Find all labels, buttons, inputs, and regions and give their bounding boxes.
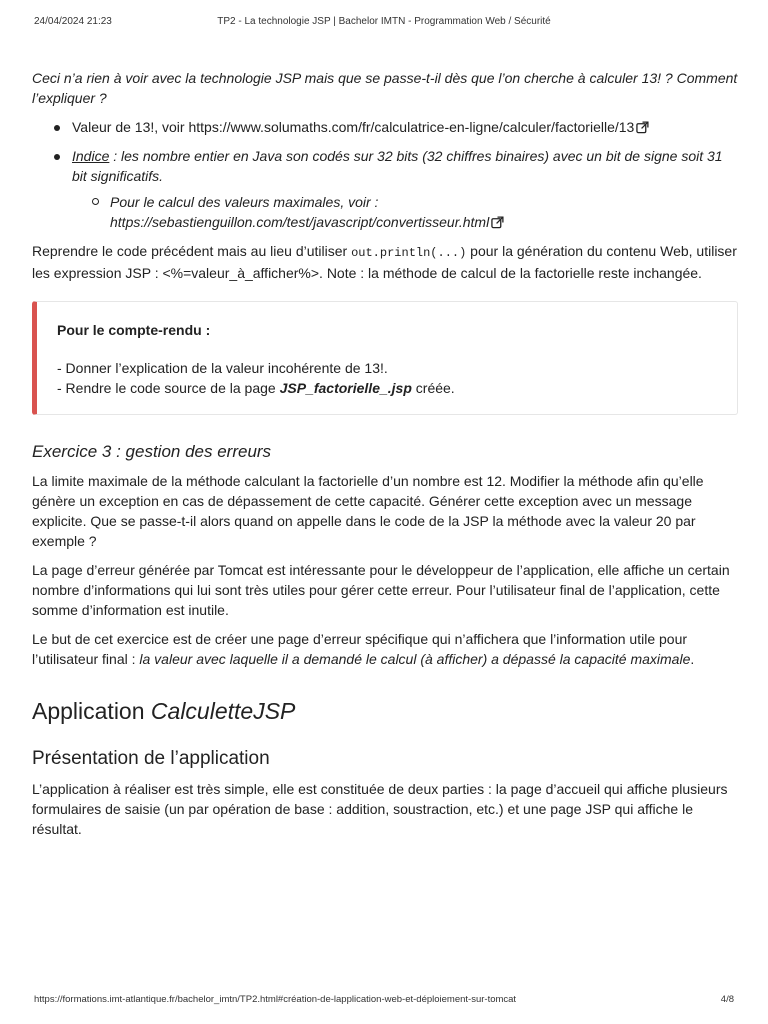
- external-link-icon[interactable]: [491, 216, 504, 229]
- solumaths-link[interactable]: Valeur de 13!, voir https://www.solumaths.com/fr/calculatrice-en-ligne/calculer/factorielle/13: [72, 119, 635, 135]
- presentation-heading: Présentation de l’application: [32, 748, 270, 769]
- list-item: [32, 117, 738, 137]
- paragraph: L’application à réaliser est très simple, elle est constituée de deux parties : la page d’accueil qui affiche plusieurs formulaires de saisie (un par opération de base : addition, soustraction, etc.) et une page JSP qui affiche le résultat.: [32, 781, 728, 837]
- paragraph: Le but de cet exercice est de créer une page d’erreur spécifique qui n’affichera que l’information utile pour l’utilisateur final : la valeur avec laquelle il a demandé le calcul (à afficher) a dépassé la capacité maximale.: [32, 631, 695, 667]
- paragraph: La page d’erreur générée par Tomcat est intéressante pour le développeur de l’application, elle affiche un certain nombre d’informations qui lui sont très utiles pour gérer cette erreur. Pour l’utilisateur final de l’application, cette somme d’information est inutile.: [32, 562, 730, 618]
- print-header: [34, 16, 734, 32]
- sub-list: [72, 192, 738, 232]
- callout-line: - Rendre le code source de la page JSP_factorielle_.jsp créée.: [57, 380, 455, 396]
- paragraph: La limite maximale de la méthode calculant la factorielle d’un nombre est 12. Modifier la méthode afin qu’elle génère un exception en cas de dépassement de cette capacité. Générer cette exception avec un message explicite. Que se passe-t-il alors quand on appelle dans le code de la JSP la méthode avec la valeur 20 par exemple ?: [32, 473, 704, 549]
- print-title: TP2 - La technologie JSP | Bachelor IMTN - Programmation Web / Sécurité: [217, 16, 551, 27]
- instruction-paragraph: Reprendre le code précédent mais au lieu d’utiliser out.println(...) pour la génération du contenu Web, utiliser les expression JSP : <%=valeur_à_afficher%>. Note : la méthode de calcul de la factorielle reste inchangée.: [32, 243, 737, 281]
- list-item: [72, 192, 738, 232]
- list-item: [32, 146, 738, 232]
- hint-text: : les nombre entier en Java son codés sur 32 bits (32 chiffres binaires) avec un bit de signe soit 31 bit significatifs.: [72, 148, 723, 184]
- callout-line: - Donner l’explication de la valeur incohérente de 13!.: [57, 360, 388, 376]
- report-callout: [32, 301, 738, 415]
- exercice3-heading: Exercice 3 : gestion des erreurs: [32, 442, 272, 461]
- intro-question: Ceci n’a rien à voir avec la technologie JSP mais que se passe-t-il dès que l’on cherche à calculer 13! ? Comment l’expliquer ?: [32, 70, 738, 106]
- converter-link[interactable]: Pour le calcul des valeurs maximales, voir : https://sebastienguillon.com/test/javascript/convertisseur.html: [110, 194, 490, 230]
- hint-list: [32, 117, 738, 232]
- page-number: 4/8: [720, 994, 734, 1005]
- page-content: [32, 68, 738, 848]
- jsp-filename: JSP_factorielle_.jsp: [279, 380, 412, 396]
- hint-label: Indice: [72, 148, 110, 164]
- external-link-icon[interactable]: [636, 121, 649, 134]
- callout-title: Pour le compte-rendu :: [57, 322, 211, 338]
- print-datetime: 24/04/2024 21:23: [34, 16, 112, 27]
- code-snippet: out.println(...): [351, 246, 467, 260]
- print-footer: [34, 994, 734, 1008]
- print-url: https://formations.imt-atlantique.fr/bachelor_imtn/TP2.html#création-de-lapplication-web-et-déploiement-sur-tomcat: [34, 994, 517, 1005]
- application-heading: Application CalculetteJSP: [32, 698, 296, 724]
